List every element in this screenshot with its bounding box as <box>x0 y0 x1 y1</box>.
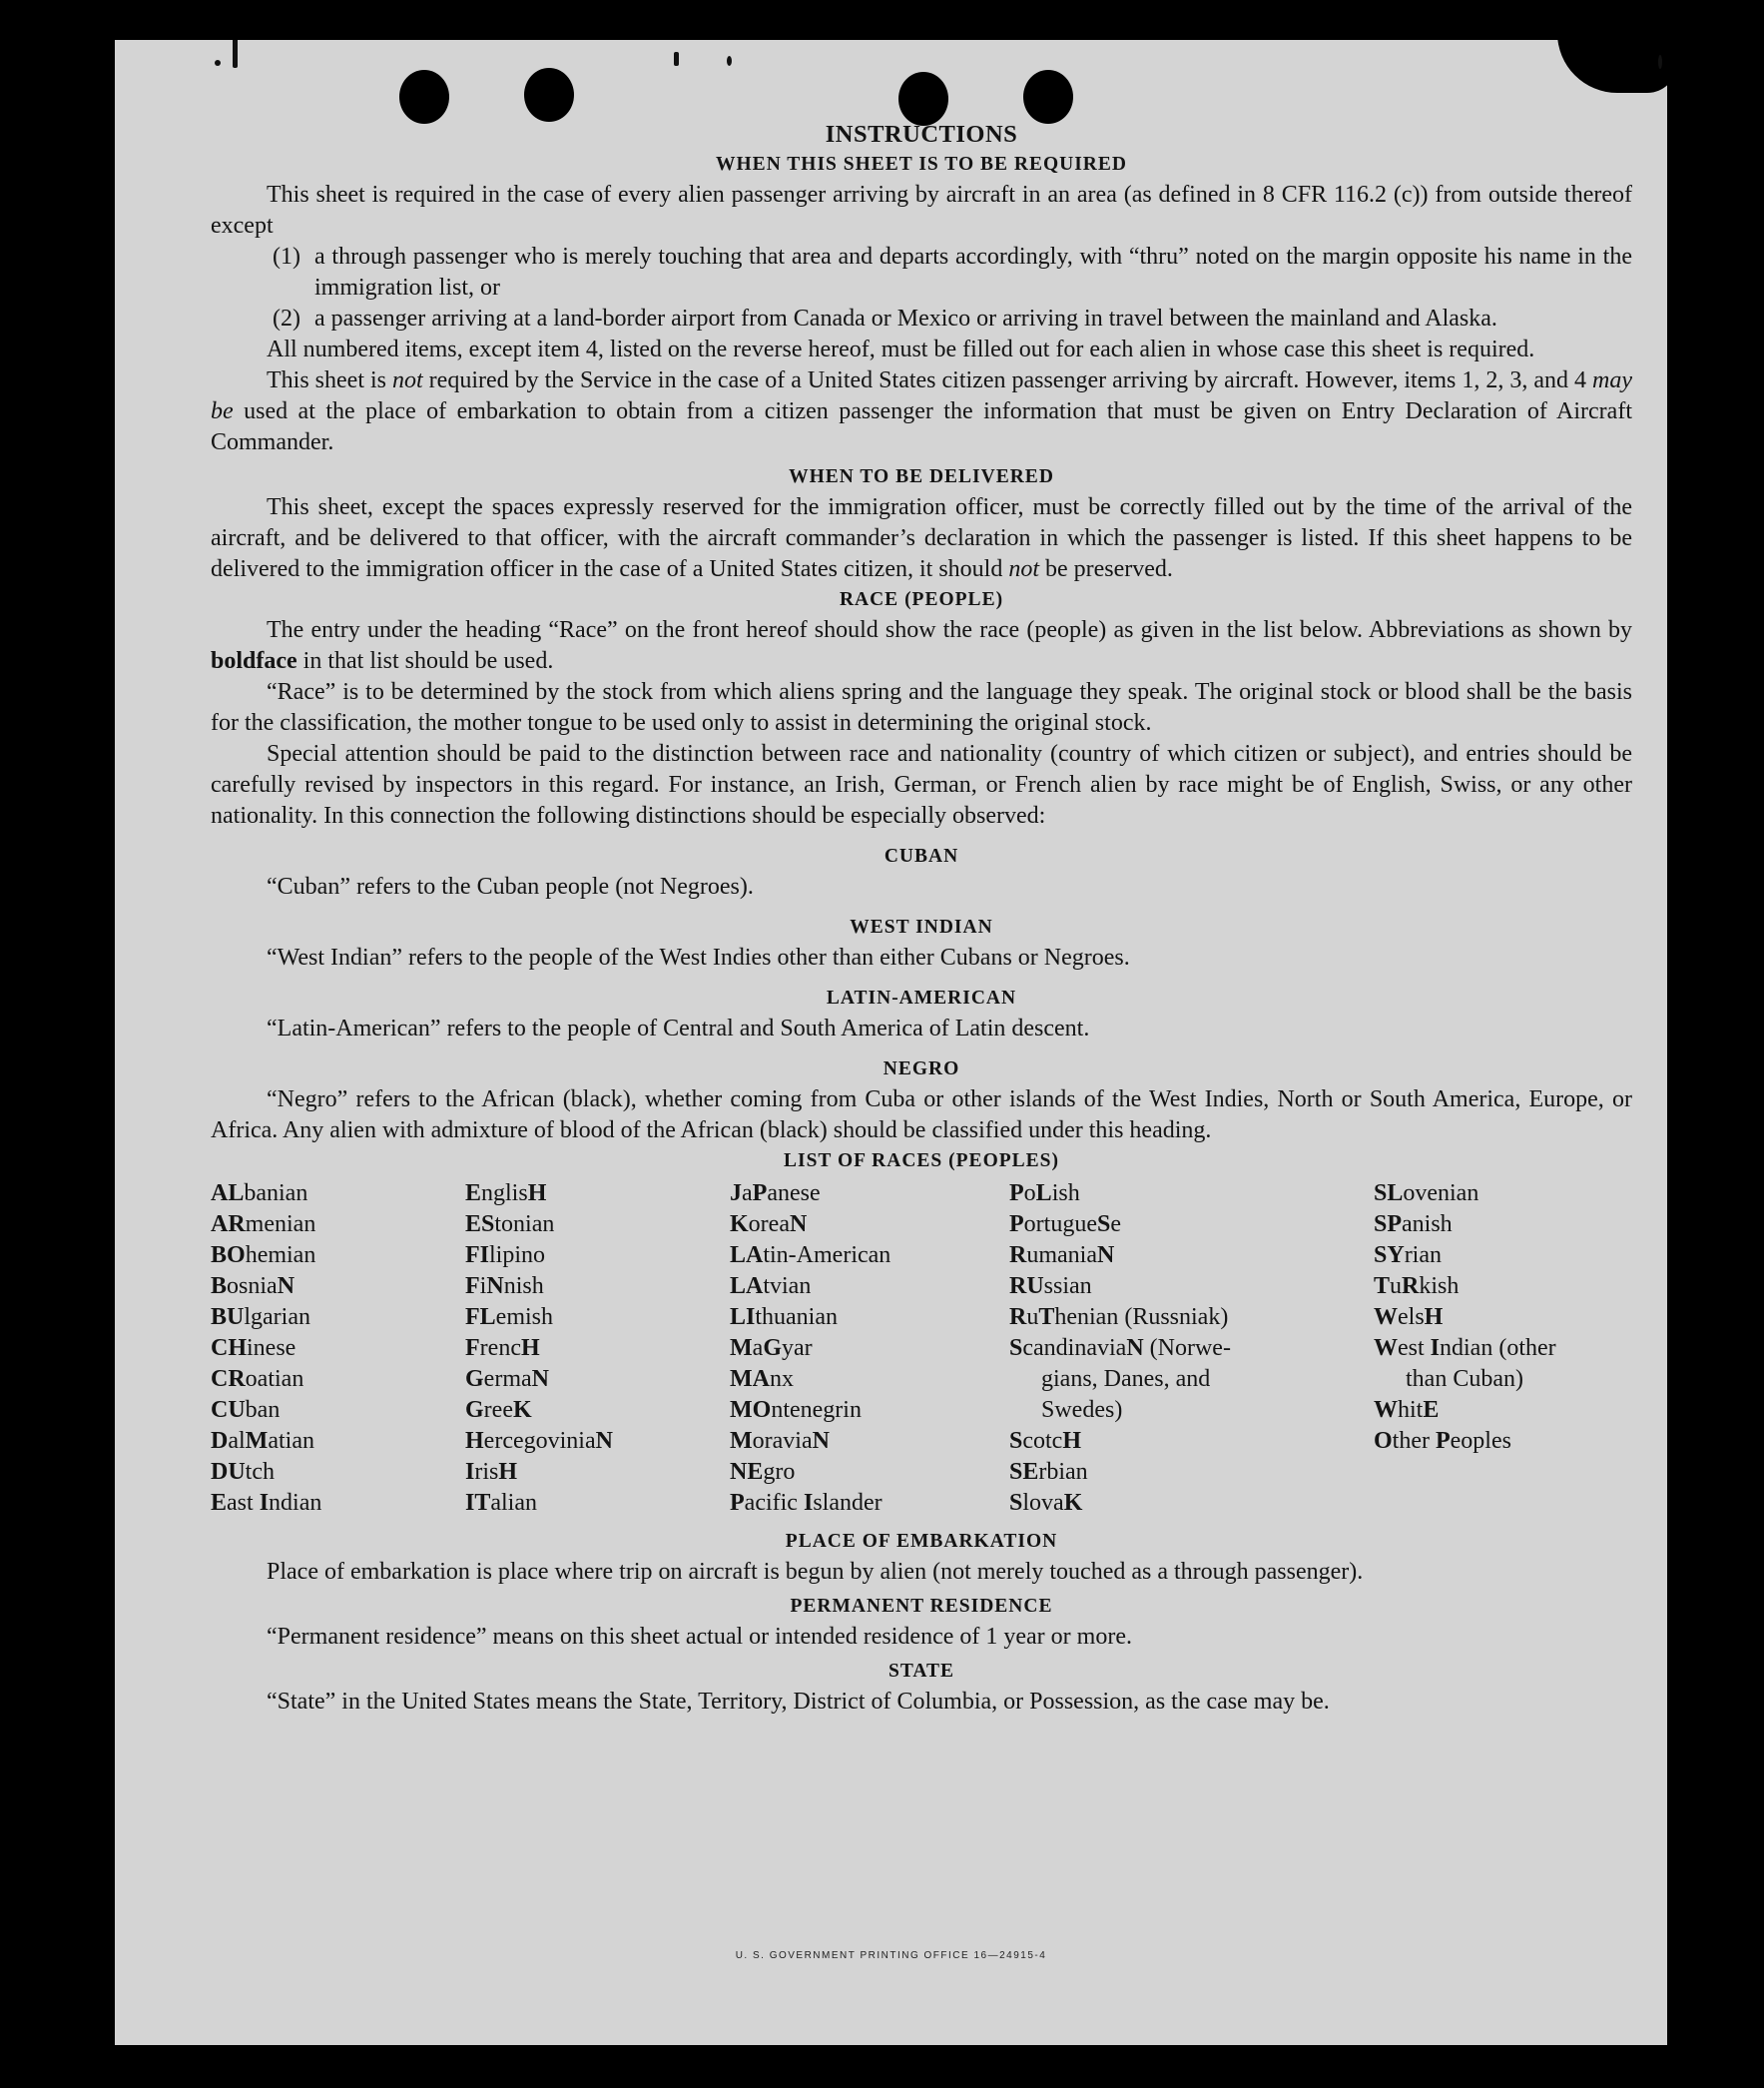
race-entry: LAtvian <box>730 1273 812 1299</box>
race-entry: DUtch <box>211 1459 275 1485</box>
heading-state: STATE <box>887 1661 955 1682</box>
race-entry: Pacific Islander <box>730 1490 882 1516</box>
ink-mark <box>1658 55 1662 69</box>
printer-imprint: U. S. GOVERNMENT PRINTING OFFICE 16—24915-4 <box>735 1950 1047 1961</box>
list-item: (1) a through passenger who is merely touching that area and departs accordingly, with “thru” noted on the margin opposite his name in the immigration list, or <box>273 244 1632 301</box>
race-entry: than Cuban) <box>1406 1366 1523 1392</box>
punch-hole <box>1023 70 1073 124</box>
race-entry: WelsH <box>1374 1304 1444 1330</box>
race-entry: MaGyar <box>730 1335 813 1361</box>
race-column <box>730 1178 1009 1519</box>
race-entry: KoreaN <box>730 1211 808 1237</box>
paragraph: This sheet is not required by the Service in the case of a United States citizen passenger arriving by aircraft. However, items 1, 2, 3, and 4 may be used at the place of embarkation to obtain from a citizen passenger the information that must be given on Entry Declaration of Aircraft Commander. <box>211 367 1632 455</box>
race-entry: SErbian <box>1009 1459 1088 1485</box>
race-entry: BosniaN <box>211 1273 295 1299</box>
paragraph: “West Indian” refers to the people of the West Indies other than either Cubans or Negroes. <box>267 945 1130 971</box>
heading-when-delivered: WHEN TO BE DELIVERED <box>789 466 1054 487</box>
heading-latin-american: LATIN-AMERICAN <box>826 988 1017 1009</box>
race-entry: CHinese <box>211 1335 296 1361</box>
race-entry: HercegoviniaN <box>465 1428 613 1454</box>
race-entry: NEgro <box>730 1459 796 1485</box>
ink-mark <box>727 56 732 66</box>
race-entry: MoraviaN <box>730 1428 830 1454</box>
race-list <box>211 1178 1632 1519</box>
race-entry: Other Peoples <box>1374 1428 1511 1454</box>
race-entry: PortugueSe <box>1009 1211 1121 1237</box>
paragraph: All numbered items, except item 4, listed on the reverse hereof, must be filled out for each alien in whose case this sheet is required. <box>267 337 1535 362</box>
race-entry: GermaN <box>465 1366 549 1392</box>
race-entry: BUlgarian <box>211 1304 310 1330</box>
race-entry: ALbanian <box>211 1180 308 1206</box>
race-column <box>465 1178 730 1519</box>
heading-race: RACE (PEOPLE) <box>839 589 1004 610</box>
race-entry: CUban <box>211 1397 281 1423</box>
race-entry: FLemish <box>465 1304 553 1330</box>
race-entry: RumaniaN <box>1009 1242 1115 1268</box>
race-entry: FiNnish <box>465 1273 544 1299</box>
race-entry: ScandinaviaN (Norwe- <box>1009 1335 1231 1361</box>
torn-corner <box>1557 40 1667 93</box>
race-entry: EnglisH <box>465 1180 547 1206</box>
paragraph: “Latin-American” refers to the people of Central and South America of Latin descent. <box>267 1016 1090 1042</box>
race-entry: WhitE <box>1374 1397 1440 1423</box>
race-entry: RUssian <box>1009 1273 1092 1299</box>
race-column <box>1009 1178 1374 1519</box>
race-entry: BOhemian <box>211 1242 316 1268</box>
race-column <box>1374 1178 1632 1519</box>
paragraph: Special attention should be paid to the distinction between race and nationality (country of which citizen or subject), and entries should be carefully revised by inspectors in this regard. For instance, an Irish, German, or French alien by race might be of English, Swiss, or any other nationality. In this connection the following distinctions should be especially observed: <box>211 741 1632 829</box>
list-item: (2) a passenger arriving at a land-border airport from Canada or Mexico or arriving in travel between the mainland and Alaska. <box>273 306 1497 332</box>
ink-mark <box>233 40 238 68</box>
paragraph: This sheet, except the spaces expressly reserved for the immigration officer, must be correctly filled out by the time of the arrival of the aircraft, and be delivered to that officer, with the aircraft commander’s declaration in which the passenger is listed. If this sheet happens to be delivered to the immigration officer in the case of a United States citizen, it should not be preserved. <box>211 494 1632 582</box>
race-entry: West Indian (other <box>1374 1335 1556 1361</box>
paragraph: “Race” is to be determined by the stock from which aliens spring and the language they speak. The original stock or blood shall be the basis for the classification, the mother tongue to be used only to assist in determining the original stock. <box>211 679 1632 736</box>
heading-list-of-races: LIST OF RACES (PEOPLES) <box>783 1150 1059 1171</box>
heading-embarkation: PLACE OF EMBARKATION <box>785 1531 1058 1552</box>
ink-mark <box>215 60 221 66</box>
race-entry: LAtin-American <box>730 1242 891 1268</box>
race-entry: FIlipino <box>465 1242 546 1268</box>
heading-cuban: CUBAN <box>883 846 959 867</box>
paragraph: “Permanent residence” means on this sheet actual or intended residence of 1 year or more. <box>267 1624 1132 1650</box>
paragraph: The entry under the heading “Race” on the front hereof should show the race (people) as given in the list below. Abbreviations as shown by boldface in that list should be used. <box>211 617 1632 674</box>
paragraph: “Negro” refers to the African (black), whether coming from Cuba or other islands of the West Indies, North or South America, Europe, or Africa. Any alien with admixture of blood of the African (black) should be classified under this heading. <box>211 1086 1632 1143</box>
paragraph: This sheet is required in the case of every alien passenger arriving by aircraft in an area (as defined in 8 CFR 116.2 (c)) from outside thereof except <box>211 182 1632 239</box>
race-entry: RuThenian (Russniak) <box>1009 1304 1229 1330</box>
race-entry: East Indian <box>211 1490 322 1516</box>
race-entry: SPanish <box>1374 1211 1453 1237</box>
punch-hole <box>524 68 574 122</box>
document-page <box>115 40 1667 2045</box>
race-entry: IrisH <box>465 1459 518 1485</box>
race-entry: PoLish <box>1009 1180 1080 1206</box>
race-entry: GreeK <box>465 1397 532 1423</box>
heading-west-indian: WEST INDIAN <box>850 917 993 938</box>
heading-residence: PERMANENT RESIDENCE <box>790 1596 1053 1617</box>
race-entry: ITalian <box>465 1490 537 1516</box>
race-entry: JaPanese <box>730 1180 821 1206</box>
race-entry: FrencH <box>465 1335 540 1361</box>
instructions-content <box>211 120 1632 1718</box>
race-entry: EStonian <box>465 1211 555 1237</box>
race-column <box>211 1178 465 1519</box>
punch-hole <box>399 70 449 124</box>
race-entry: SLovenian <box>1374 1180 1479 1206</box>
race-entry: gians, Danes, and <box>1041 1366 1211 1392</box>
race-entry: CRoatian <box>211 1366 304 1392</box>
race-entry: SlovaK <box>1009 1490 1083 1516</box>
ink-mark <box>674 52 679 66</box>
paragraph: “State” in the United States means the State, Territory, District of Columbia, or Possession, as the case may be. <box>267 1689 1330 1715</box>
race-entry: MOntenegrin <box>730 1397 862 1423</box>
race-entry: SYrian <box>1374 1242 1442 1268</box>
document-title: INSTRUCTIONS <box>825 121 1018 148</box>
race-entry: ARmenian <box>211 1211 316 1237</box>
race-entry: TuRkish <box>1374 1273 1460 1299</box>
race-entry: ScotcH <box>1009 1428 1082 1454</box>
paragraph: Place of embarkation is place where trip on aircraft is begun by alien (not merely touched as a through passenger). <box>267 1559 1364 1585</box>
race-entry: MAnx <box>730 1366 794 1392</box>
race-entry: LIthuanian <box>730 1304 838 1330</box>
race-entry: Swedes) <box>1041 1397 1123 1423</box>
paragraph: “Cuban” refers to the Cuban people (not Negroes). <box>267 874 754 900</box>
punch-hole <box>898 72 948 126</box>
heading-when-required: WHEN THIS SHEET IS TO BE REQUIRED <box>716 154 1127 175</box>
heading-negro: NEGRO <box>882 1058 960 1079</box>
race-entry: DalMatian <box>211 1428 314 1454</box>
